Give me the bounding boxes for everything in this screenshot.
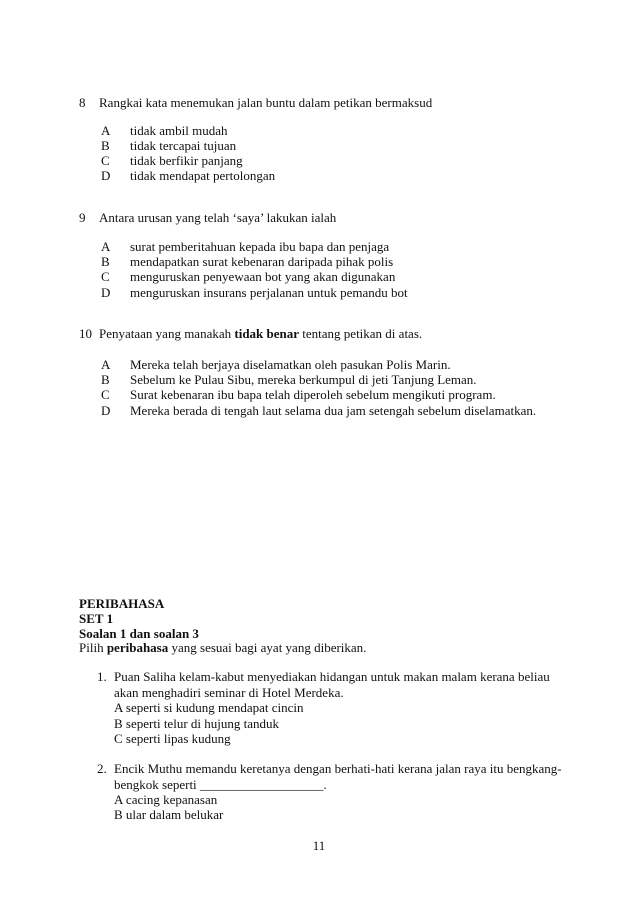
option-text: Mereka telah berjaya diselamatkan oleh pasukan Polis Marin. <box>130 357 451 372</box>
option-text: mendapatkan surat kebenaran daripada pihak polis <box>130 254 394 269</box>
instruction-emphasis: peribahasa <box>106 640 169 655</box>
option-letter: C <box>101 387 110 402</box>
option-text: tidak berfikir panjang <box>130 153 243 168</box>
option-text: tidak mendapat pertolongan <box>130 168 276 183</box>
section-set: SET 1 <box>79 611 114 626</box>
option-letter: A <box>101 239 111 254</box>
option-letter: C <box>101 269 110 284</box>
item-line: bengkok seperti ___________________. <box>114 777 327 792</box>
question-number: 8 <box>79 95 86 110</box>
question-number: 9 <box>79 210 86 225</box>
question-number: 10 <box>79 326 92 341</box>
option-text: menguruskan insurans perjalanan untuk pemandu bot <box>130 285 408 300</box>
option-letter: D <box>101 285 111 300</box>
option-text: menguruskan penyewaan bot yang akan digunakan <box>130 269 396 284</box>
option-letter: D <box>101 168 111 183</box>
item-option: B ular dalam belukar <box>114 807 224 822</box>
option-letter: A <box>101 123 111 138</box>
option-letter: C <box>101 153 110 168</box>
question-stem: Antara urusan yang telah ‘saya’ lakukan ialah <box>99 210 337 225</box>
item-number: 2. <box>97 761 107 776</box>
option-letter: B <box>101 372 110 387</box>
item-line: Encik Muthu memandu keretanya dengan berhati-hati kerana jalan raya itu bengkang- <box>114 761 562 776</box>
instruction-text: yang sesuai bagi ayat yang diberikan. <box>168 640 367 655</box>
item-number: 1. <box>97 669 107 684</box>
section-subtitle: Soalan 1 dan soalan 3 <box>79 626 199 641</box>
stem-text: Penyataan yang manakah <box>99 326 235 341</box>
item-line: Puan Saliha kelam-kabut menyediakan hidangan untuk makan malam kerana beliau <box>114 669 550 684</box>
item-line: akan menghadiri seminar di Hotel Merdeka. <box>114 685 344 700</box>
option-letter: B <box>101 254 110 269</box>
item-option: B seperti telur di hujung tanduk <box>114 716 280 731</box>
option-text: Surat kebenaran ibu bapa telah diperoleh sebelum mengikuti program. <box>130 387 496 402</box>
item-option: A cacing kepanasan <box>114 792 218 807</box>
question-stem: Rangkai kata menemukan jalan buntu dalam petikan bermaksud <box>99 95 433 110</box>
stem-emphasis: tidak benar <box>234 326 300 341</box>
option-text: Mereka berada di tengah laut selama dua jam setengah sebelum diselamatkan. <box>130 403 537 418</box>
item-option: A seperti si kudung mendapat cincin <box>114 700 304 715</box>
section-instruction <box>79 640 366 655</box>
page-number: 11 <box>312 838 326 853</box>
option-letter: B <box>101 138 110 153</box>
option-text: tidak tercapai tujuan <box>130 138 237 153</box>
instruction-text: Pilih <box>79 640 107 655</box>
option-text: surat pemberitahuan kepada ibu bapa dan penjaga <box>130 239 390 254</box>
option-text: Sebelum ke Pulau Sibu, mereka berkumpul di jeti Tanjung Leman. <box>130 372 477 387</box>
stem-text: tentang petikan di atas. <box>299 326 423 341</box>
option-text: tidak ambil mudah <box>130 123 228 138</box>
item-option: C seperti lipas kudung <box>114 731 231 746</box>
section-title: PERIBAHASA <box>79 596 165 611</box>
question-stem <box>99 326 422 341</box>
option-letter: A <box>101 357 111 372</box>
option-letter: D <box>101 403 111 418</box>
